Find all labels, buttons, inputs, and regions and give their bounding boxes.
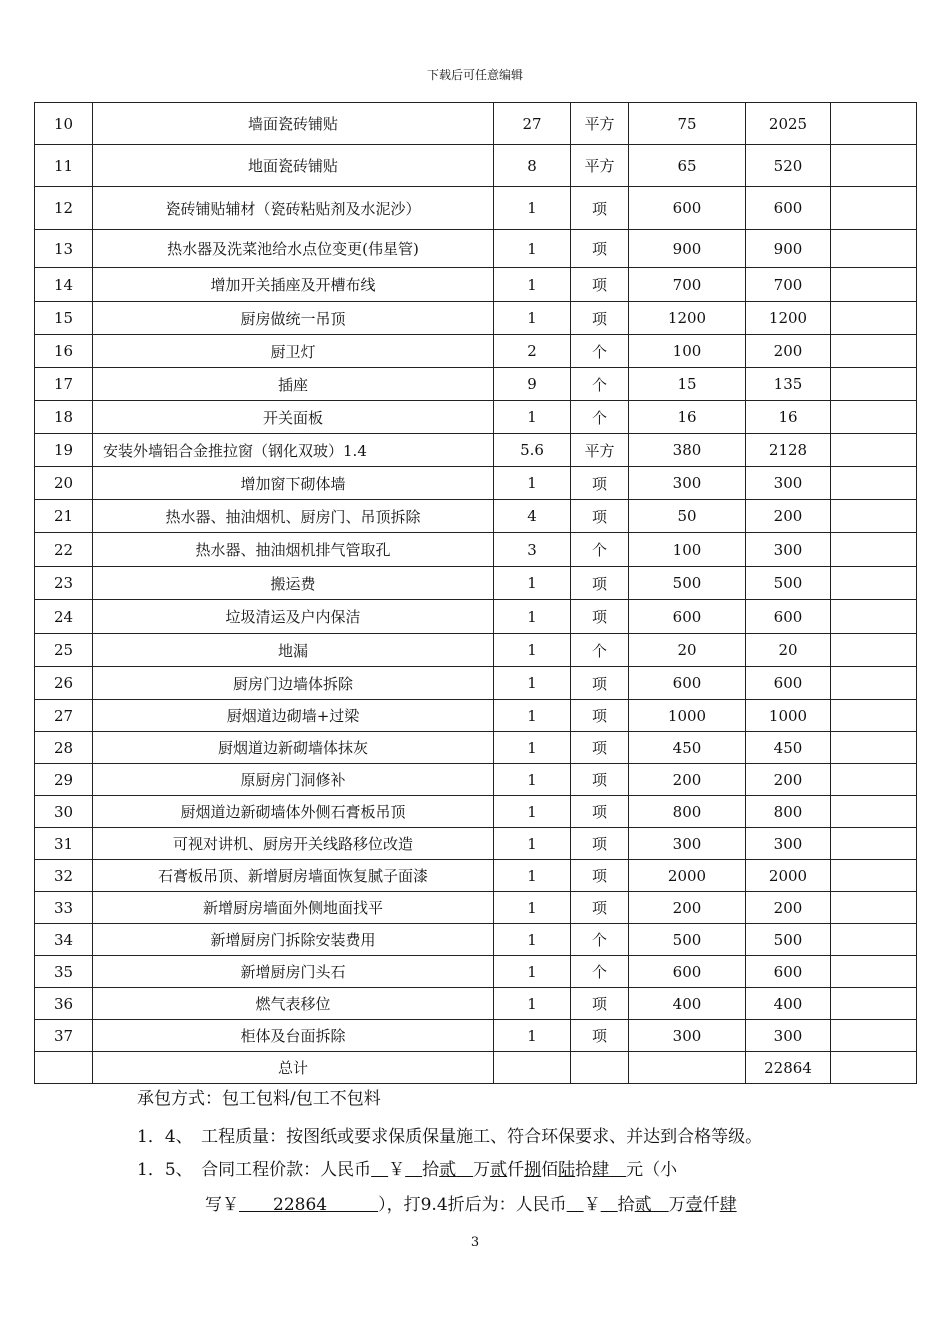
quantity-cell: 1: [494, 230, 571, 268]
remark-cell: [831, 634, 917, 667]
remark-cell: [831, 796, 917, 828]
quantity-cell: 1: [494, 956, 571, 988]
item-name-cell: 新增厨房门头石: [93, 956, 494, 988]
unit-cell: 项: [571, 764, 629, 796]
remark-cell: [831, 335, 917, 368]
row-number-cell: 14: [35, 268, 93, 302]
table-row: [35, 567, 917, 600]
item-name-cell: 增加窗下砌体墙: [93, 467, 494, 500]
line-total-cell: 600: [746, 667, 831, 700]
line-total-cell: 1200: [746, 302, 831, 335]
remark-cell: [831, 924, 917, 956]
amount-blank: [652, 1195, 669, 1215]
line-total-cell: 600: [746, 956, 831, 988]
quantity-cell: 1: [494, 892, 571, 924]
table-row: [35, 467, 917, 500]
item-name-cell: 厨房门边墙体拆除: [93, 667, 494, 700]
unit-wan: 万: [668, 1195, 686, 1215]
table-row: [35, 600, 917, 634]
row-number-cell: 24: [35, 600, 93, 634]
remark-cell: [831, 860, 917, 892]
unit-cell: 项: [571, 467, 629, 500]
quantity-cell: 9: [494, 368, 571, 401]
remark-cell: [831, 401, 917, 434]
currency-symbol: ￥: [583, 1195, 601, 1215]
amount-blank: [609, 1160, 626, 1180]
unit-cell: 个: [571, 924, 629, 956]
unit-price-cell: 100: [629, 533, 746, 567]
item-name-cell: 厨房做统一吊顶: [93, 302, 494, 335]
item-name-cell: 垃圾清运及户内保洁: [93, 600, 494, 634]
unit-price-cell: 300: [629, 1020, 746, 1052]
contract-mode: 承包方式：包工包料/包工不包料: [137, 1089, 381, 1109]
remark-cell: [831, 467, 917, 500]
item-name-cell: 开关面板: [93, 401, 494, 434]
unit-price-cell: 1000: [629, 700, 746, 732]
table-row: [35, 368, 917, 401]
quantity-cell: 1: [494, 828, 571, 860]
amount-digit: 贰: [490, 1160, 508, 1180]
quantity-cell: 1: [494, 700, 571, 732]
quantity-cell: 1: [494, 187, 571, 230]
unit-cell: 个: [571, 533, 629, 567]
row-number-cell: 32: [35, 860, 93, 892]
table-row: [35, 268, 917, 302]
unit-cell: 项: [571, 796, 629, 828]
remark-cell: [831, 892, 917, 924]
item-name-cell: 热水器、抽油烟机、厨房门、吊顶拆除: [93, 500, 494, 533]
line-total-cell: 900: [746, 230, 831, 268]
line-total-cell: 600: [746, 187, 831, 230]
quantity-cell: 1: [494, 268, 571, 302]
unit-bai: 佰: [541, 1160, 559, 1180]
unit-price-cell: 600: [629, 956, 746, 988]
quantity-cell: 1: [494, 600, 571, 634]
remark-cell: [831, 230, 917, 268]
small-amount-value: 22864: [239, 1195, 379, 1215]
remark-cell: [831, 700, 917, 732]
quantity-cell: 1: [494, 924, 571, 956]
unit-cell: 项: [571, 988, 629, 1020]
table-row: [35, 230, 917, 268]
unit-cell: 项: [571, 230, 629, 268]
unit-cell: 项: [571, 1020, 629, 1052]
line-total-cell: 300: [746, 467, 831, 500]
table-row: [35, 924, 917, 956]
page-number: 3: [470, 1235, 480, 1250]
table-row: [35, 667, 917, 700]
item-name-cell: 厨烟道边砌墙+过梁: [93, 700, 494, 732]
unit-price-cell: 800: [629, 796, 746, 828]
remark-cell: [831, 988, 917, 1020]
blank-cell: [831, 1052, 917, 1084]
unit-price-cell: 600: [629, 187, 746, 230]
unit-price-cell: 300: [629, 828, 746, 860]
table-row: [35, 500, 917, 533]
amount-digit: 贰: [634, 1195, 652, 1215]
item-name-cell: 瓷砖铺贴辅材（瓷砖粘贴剂及水泥沙）: [93, 187, 494, 230]
amount-digit: 陆: [558, 1160, 576, 1180]
table-row: [35, 187, 917, 230]
amount-digit: 壹: [685, 1195, 703, 1215]
remark-cell: [831, 667, 917, 700]
row-number-cell: 31: [35, 828, 93, 860]
quantity-cell: 1: [494, 764, 571, 796]
remark-cell: [831, 600, 917, 634]
remark-cell: [831, 368, 917, 401]
remark-cell: [831, 268, 917, 302]
total-value-cell: 22864: [746, 1052, 831, 1084]
unit-cell: 项: [571, 700, 629, 732]
table-row: [35, 892, 917, 924]
table-row: [35, 1020, 917, 1052]
row-number-cell: 16: [35, 335, 93, 368]
quotation-table: [34, 102, 917, 1084]
quantity-cell: 4: [494, 500, 571, 533]
unit-wan-label: 万: [473, 1160, 491, 1180]
unit-cell: 个: [571, 401, 629, 434]
line-total-cell: 700: [746, 268, 831, 302]
unit-cell: 项: [571, 302, 629, 335]
table-row: [35, 103, 917, 145]
line-total-cell: 2025: [746, 103, 831, 145]
unit-cell: 项: [571, 828, 629, 860]
table-row: [35, 732, 917, 764]
line-total-cell: 450: [746, 732, 831, 764]
quantity-cell: 5.6: [494, 434, 571, 467]
row-number-cell: 36: [35, 988, 93, 1020]
remark-cell: [831, 302, 917, 335]
unit-price-cell: 200: [629, 892, 746, 924]
row-number-cell: 29: [35, 764, 93, 796]
quantity-cell: 1: [494, 1020, 571, 1052]
unit-price-cell: 700: [629, 268, 746, 302]
clause-1-5-prefix: 1．5、 合同工程价款：人民币: [137, 1160, 372, 1180]
item-name-cell: 厨卫灯: [93, 335, 494, 368]
remark-cell: [831, 533, 917, 567]
quantity-cell: 1: [494, 567, 571, 600]
quantity-cell: 27: [494, 103, 571, 145]
row-number-cell: 35: [35, 956, 93, 988]
quantity-cell: 1: [494, 988, 571, 1020]
line-total-cell: 400: [746, 988, 831, 1020]
blank: [371, 1160, 388, 1180]
quantity-cell: 8: [494, 145, 571, 187]
item-name-cell: 地面瓷砖铺贴: [93, 145, 494, 187]
table-row: [35, 956, 917, 988]
unit-cell: 项: [571, 187, 629, 230]
line-total-cell: 2128: [746, 434, 831, 467]
small-amount-label: 写￥: [205, 1195, 239, 1215]
remark-cell: [831, 145, 917, 187]
row-number-cell: 25: [35, 634, 93, 667]
table-row: [35, 634, 917, 667]
unit-price-cell: 500: [629, 567, 746, 600]
unit-cell: 项: [571, 732, 629, 764]
blank-cell: [35, 1052, 93, 1084]
line-total-cell: 200: [746, 335, 831, 368]
blank-cell: [494, 1052, 571, 1084]
blank-cell: [629, 1052, 746, 1084]
amount-digit: 捌: [524, 1160, 542, 1180]
line-total-cell: 200: [746, 500, 831, 533]
header-note: 下载后可任意编辑: [426, 68, 523, 82]
unit-price-cell: 2000: [629, 860, 746, 892]
row-number-cell: 19: [35, 434, 93, 467]
unit-price-cell: 75: [629, 103, 746, 145]
row-number-cell: 15: [35, 302, 93, 335]
row-number-cell: 21: [35, 500, 93, 533]
unit-cell: 项: [571, 268, 629, 302]
quantity-cell: 3: [494, 533, 571, 567]
line-total-cell: 600: [746, 600, 831, 634]
unit-cell: 个: [571, 335, 629, 368]
table-row: [35, 401, 917, 434]
row-number-cell: 23: [35, 567, 93, 600]
amount-digit: 肆: [592, 1160, 610, 1180]
unit-price-cell: 400: [629, 988, 746, 1020]
unit-price-cell: 65: [629, 145, 746, 187]
remark-cell: [831, 764, 917, 796]
line-total-cell: 200: [746, 764, 831, 796]
row-number-cell: 30: [35, 796, 93, 828]
line-total-cell: 300: [746, 828, 831, 860]
remark-cell: [831, 732, 917, 764]
quantity-cell: 1: [494, 796, 571, 828]
remark-cell: [831, 828, 917, 860]
table-row: [35, 533, 917, 567]
unit-price-cell: 380: [629, 434, 746, 467]
unit-cell: 个: [571, 956, 629, 988]
line-total-cell: 300: [746, 533, 831, 567]
table-row: [35, 764, 917, 796]
unit-cell: 项: [571, 860, 629, 892]
unit-wan: [456, 1160, 473, 1180]
row-number-cell: 33: [35, 892, 93, 924]
table-row: [35, 796, 917, 828]
remark-cell: [831, 956, 917, 988]
quantity-cell: 1: [494, 467, 571, 500]
unit-price-cell: 300: [629, 467, 746, 500]
table-row: [35, 145, 917, 187]
quantity-cell: 1: [494, 860, 571, 892]
unit-shi: 拾: [617, 1195, 635, 1215]
table-row: [35, 828, 917, 860]
item-name-cell: 石膏板吊顶、新增厨房墙面恢复腻子面漆: [93, 860, 494, 892]
line-total-cell: 20: [746, 634, 831, 667]
item-name-cell: 新增厨房墙面外侧地面找平: [93, 892, 494, 924]
quantity-cell: 1: [494, 302, 571, 335]
table-row: [35, 302, 917, 335]
table-row: [35, 700, 917, 732]
discount-text: ），打9.4折后为：人民币: [378, 1195, 567, 1215]
item-name-cell: 厨烟道边新砌墙体外侧石膏板吊顶: [93, 796, 494, 828]
unit-price-cell: 900: [629, 230, 746, 268]
table-row: [35, 860, 917, 892]
unit-cell: 项: [571, 667, 629, 700]
table-body: [35, 103, 917, 1084]
remark-cell: [831, 1020, 917, 1052]
unit-price-cell: 600: [629, 600, 746, 634]
item-name-cell: 墙面瓷砖铺贴: [93, 103, 494, 145]
quantity-cell: 1: [494, 401, 571, 434]
remark-cell: [831, 103, 917, 145]
unit-shi: 拾: [422, 1160, 440, 1180]
unit-cell: 项: [571, 892, 629, 924]
unit-price-cell: 16: [629, 401, 746, 434]
row-number-cell: 13: [35, 230, 93, 268]
item-name-cell: 增加开关插座及开槽布线: [93, 268, 494, 302]
clause-1-5-line1: [137, 1155, 677, 1180]
line-total-cell: 2000: [746, 860, 831, 892]
line-total-cell: 520: [746, 145, 831, 187]
row-number-cell: 22: [35, 533, 93, 567]
item-name-cell: 安装外墙铝合金推拉窗（钢化双玻）1.4: [93, 434, 494, 467]
quantity-cell: 1: [494, 634, 571, 667]
item-name-cell: 搬运费: [93, 567, 494, 600]
unit-qian: 仟: [507, 1160, 525, 1180]
remark-cell: [831, 187, 917, 230]
line-total-cell: 16: [746, 401, 831, 434]
unit-price-cell: 200: [629, 764, 746, 796]
line-total-cell: 300: [746, 1020, 831, 1052]
unit-price-cell: 20: [629, 634, 746, 667]
row-number-cell: 20: [35, 467, 93, 500]
unit-cell: 项: [571, 500, 629, 533]
item-name-cell: 地漏: [93, 634, 494, 667]
unit-cell: 个: [571, 368, 629, 401]
row-number-cell: 12: [35, 187, 93, 230]
table-row: [35, 988, 917, 1020]
row-number-cell: 34: [35, 924, 93, 956]
item-name-cell: 原厨房门洞修补: [93, 764, 494, 796]
row-number-cell: 10: [35, 103, 93, 145]
unit-price-cell: 50: [629, 500, 746, 533]
clause-1-4: 1．4、 工程质量：按图纸或要求保质保量施工、符合环保要求、并达到合格等级。: [137, 1127, 763, 1147]
row-number-cell: 37: [35, 1020, 93, 1052]
item-name-cell: 热水器及洗菜池给水点位变更(伟星管): [93, 230, 494, 268]
item-name-cell: 热水器、抽油烟机排气管取孔: [93, 533, 494, 567]
remark-cell: [831, 567, 917, 600]
amount-blank: [405, 1160, 422, 1180]
unit-price-cell: 500: [629, 924, 746, 956]
line-total-cell: 135: [746, 368, 831, 401]
unit-cell: 平方: [571, 103, 629, 145]
table-row: [35, 335, 917, 368]
row-number-cell: 28: [35, 732, 93, 764]
remark-cell: [831, 434, 917, 467]
unit-yuan: 元（小: [626, 1160, 678, 1180]
line-total-cell: 1000: [746, 700, 831, 732]
unit-cell: 平方: [571, 145, 629, 187]
total-label-cell: 总计: [93, 1052, 494, 1084]
unit-price-cell: 450: [629, 732, 746, 764]
item-name-cell: 插座: [93, 368, 494, 401]
line-total-cell: 500: [746, 924, 831, 956]
item-name-cell: 可视对讲机、厨房开关线路移位改造: [93, 828, 494, 860]
item-name-cell: 柜体及台面拆除: [93, 1020, 494, 1052]
quantity-cell: 2: [494, 335, 571, 368]
currency-symbol: ￥: [388, 1160, 406, 1180]
unit-qian: 仟: [702, 1195, 720, 1215]
row-number-cell: 17: [35, 368, 93, 401]
quantity-cell: 1: [494, 667, 571, 700]
unit-price-cell: 1200: [629, 302, 746, 335]
item-name-cell: 新增厨房门拆除安装费用: [93, 924, 494, 956]
amount-digit: 贰: [439, 1160, 457, 1180]
unit-cell: 个: [571, 634, 629, 667]
item-name-cell: 燃气表移位: [93, 988, 494, 1020]
quantity-cell: 1: [494, 732, 571, 764]
row-number-cell: 26: [35, 667, 93, 700]
unit-cell: 项: [571, 567, 629, 600]
amount-blank: [601, 1195, 618, 1215]
item-name-cell: 厨烟道边新砌墙体抹灰: [93, 732, 494, 764]
total-row: [35, 1052, 917, 1084]
blank-cell: [571, 1052, 629, 1084]
table-row: [35, 434, 917, 467]
unit-price-cell: 15: [629, 368, 746, 401]
unit-cell: 项: [571, 600, 629, 634]
unit-cell: 平方: [571, 434, 629, 467]
blank: [567, 1195, 584, 1215]
row-number-cell: 18: [35, 401, 93, 434]
unit-price-cell: 100: [629, 335, 746, 368]
amount-digit: 肆: [719, 1195, 737, 1215]
line-total-cell: 800: [746, 796, 831, 828]
row-number-cell: 27: [35, 700, 93, 732]
row-number-cell: 11: [35, 145, 93, 187]
remark-cell: [831, 500, 917, 533]
unit-shi: 拾: [575, 1160, 593, 1180]
line-total-cell: 500: [746, 567, 831, 600]
line-total-cell: 200: [746, 892, 831, 924]
clause-1-5-line2: [205, 1190, 737, 1215]
unit-price-cell: 600: [629, 667, 746, 700]
